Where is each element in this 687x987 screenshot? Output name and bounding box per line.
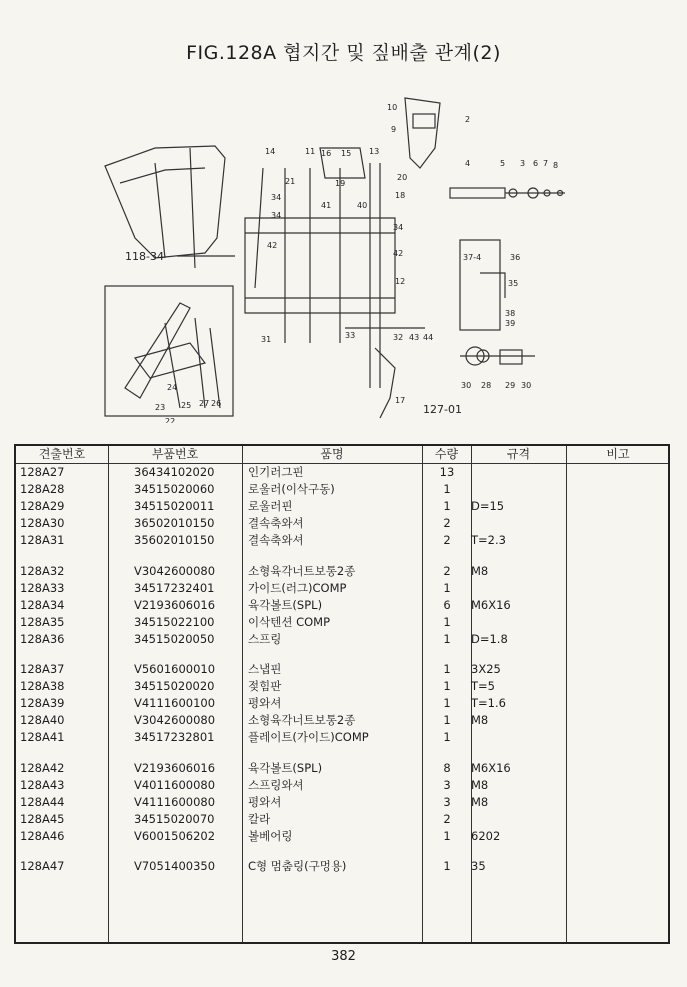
part-name-cell: 볼베어링 <box>248 829 293 843</box>
part-name-cell: 육각볼트(SPL) <box>248 598 323 612</box>
callout-28: 28 <box>481 381 492 390</box>
callout-35: 35 <box>508 279 519 288</box>
part-name-cell: 평와셔 <box>248 795 282 809</box>
callout-3: 3 <box>520 159 526 168</box>
callout-37-4: 37-4 <box>463 253 482 262</box>
part-name-cell: 스프링 <box>248 632 282 646</box>
callout-44: 44 <box>423 333 434 342</box>
header-part-no: 부품번호 <box>151 447 199 461</box>
quantity-cell: 2 <box>443 564 451 578</box>
callout-31: 31 <box>261 335 272 344</box>
index-no-cell: 128A43 <box>20 778 65 792</box>
index-no-cell: 128A40 <box>20 713 65 727</box>
part-no-cell: 35602010150 <box>134 533 215 547</box>
index-no-cell: 128A45 <box>20 812 65 826</box>
part-name-cell: 스냅핀 <box>248 662 282 676</box>
part-no-cell: 34515022100 <box>134 615 215 629</box>
part-no-cell: 34517232401 <box>134 581 215 595</box>
part-name-cell: 인기러그핀 <box>248 465 304 479</box>
table-row <box>16 464 668 481</box>
callout-12: 12 <box>395 277 406 286</box>
part-no-cell: 36434102020 <box>134 465 215 479</box>
quantity-cell: 1 <box>443 730 451 744</box>
exploded-parts-diagram <box>95 88 595 423</box>
quantity-cell: 1 <box>443 696 451 710</box>
spec-cell: M8 <box>471 564 489 578</box>
index-no-cell: 128A36 <box>20 632 65 646</box>
quantity-cell: 3 <box>443 795 451 809</box>
callout-27: 27 <box>199 399 210 408</box>
table-row <box>16 678 668 695</box>
callout-33: 33 <box>345 331 356 340</box>
spec-cell: D=15 <box>471 499 505 513</box>
index-no-cell: 128A41 <box>20 730 65 744</box>
callout-6: 6 <box>533 159 539 168</box>
header-remarks: 비고 <box>606 447 630 461</box>
part-no-cell: V6001506202 <box>134 829 216 843</box>
part-no-cell: 34515020020 <box>134 679 215 693</box>
callout-34a: 34 <box>271 193 282 202</box>
part-name-cell: 결속축와셔 <box>248 516 304 530</box>
part-name-cell: 이삭텐션 COMP <box>248 615 331 629</box>
index-no-cell: 128A27 <box>20 465 65 479</box>
spec-cell: T=1.6 <box>471 696 506 710</box>
spec-cell: M6X16 <box>471 761 511 775</box>
table-row <box>16 828 668 845</box>
spec-cell: 3X25 <box>471 662 501 676</box>
part-no-cell: V3042600080 <box>134 564 216 578</box>
callout-13: 13 <box>369 147 380 156</box>
quantity-cell: 1 <box>443 499 451 513</box>
table-row <box>16 614 668 631</box>
index-no-cell: 128A35 <box>20 615 65 629</box>
callout-24: 24 <box>167 383 178 392</box>
part-name-cell: 평와셔 <box>248 696 282 710</box>
part-no-cell: V5601600010 <box>134 662 216 676</box>
spec-cell: M6X16 <box>471 598 511 612</box>
callout-32: 32 <box>393 333 404 342</box>
quantity-cell: 1 <box>443 662 451 676</box>
part-no-cell: V7051400350 <box>134 859 216 873</box>
callout-42a: 42 <box>267 241 278 250</box>
header-spec: 규격 <box>506 447 531 461</box>
part-no-cell: 34515020011 <box>134 499 215 513</box>
quantity-cell: 1 <box>443 615 451 629</box>
part-no-cell: 34515020060 <box>134 482 215 496</box>
callout-42b: 42 <box>393 249 404 258</box>
callout-30b: 30 <box>521 381 532 390</box>
part-no-cell: 34515020070 <box>134 812 215 826</box>
callout-26: 26 <box>211 399 222 408</box>
quantity-cell: 1 <box>443 632 451 646</box>
part-name-cell: 소형육각너트보통2종 <box>248 564 356 578</box>
part-no-cell: 36502010150 <box>134 516 215 530</box>
quantity-cell: 1 <box>443 679 451 693</box>
spec-cell: T=5 <box>471 679 495 693</box>
callout-22: 22 <box>165 417 176 423</box>
part-name-cell: C형 멈춤링(구멍용) <box>248 859 347 873</box>
callout-43: 43 <box>409 333 420 342</box>
callout-34b: 34 <box>271 211 282 220</box>
table-row <box>16 498 668 515</box>
part-name-cell: 육각볼트(SPL) <box>248 761 323 775</box>
callout-41: 41 <box>321 201 332 210</box>
spec-cell: M8 <box>471 713 489 727</box>
part-no-cell: V3042600080 <box>134 713 216 727</box>
quantity-cell: 13 <box>439 465 455 479</box>
callout-36: 36 <box>510 253 521 262</box>
table-row <box>16 631 668 648</box>
quantity-cell: 2 <box>443 516 451 530</box>
callout-8: 8 <box>553 161 559 170</box>
part-no-cell: V4111600080 <box>134 795 216 809</box>
callout-5: 5 <box>500 159 506 168</box>
callout-10: 10 <box>387 103 398 112</box>
quantity-cell: 1 <box>443 859 451 873</box>
callout-23: 23 <box>155 403 166 412</box>
table-row <box>16 712 668 729</box>
index-no-cell: 128A30 <box>20 516 65 530</box>
part-name-cell: 로울러(이삭구동) <box>248 482 335 496</box>
page-number: 382 <box>331 949 356 964</box>
table-row <box>16 811 668 828</box>
quantity-cell: 1 <box>443 713 451 727</box>
callout-2: 2 <box>465 115 471 124</box>
part-name-cell: 젖힘판 <box>248 679 282 693</box>
callout-40: 40 <box>357 201 368 210</box>
part-name-cell: 스프링와셔 <box>248 778 304 792</box>
part-name-cell: 칼라 <box>248 812 271 826</box>
table-row <box>16 563 668 580</box>
callout-4: 4 <box>465 159 471 168</box>
table-row <box>16 661 668 678</box>
index-no-cell: 128A32 <box>20 564 65 578</box>
callout-39: 39 <box>505 319 516 328</box>
index-no-cell: 128A47 <box>20 859 65 873</box>
header-index-no: 견출번호 <box>38 447 86 461</box>
quantity-cell: 2 <box>443 533 451 547</box>
callout-19: 19 <box>335 179 346 188</box>
part-no-cell: V2193606016 <box>134 761 216 775</box>
callout-14: 14 <box>265 147 276 156</box>
part-name-cell: 결속축와셔 <box>248 533 304 547</box>
part-no-cell: V4111600100 <box>134 696 216 710</box>
callout-25: 25 <box>181 401 192 410</box>
part-name-cell: 소형육각너트보통2종 <box>248 713 356 727</box>
table-row <box>16 597 668 614</box>
callout-9: 9 <box>391 125 397 134</box>
index-no-cell: 128A28 <box>20 482 65 496</box>
part-name-cell: 가이드(러그)COMP <box>248 581 347 595</box>
callout-21: 21 <box>285 177 296 186</box>
part-name-cell: 로울러핀 <box>248 499 293 513</box>
index-no-cell: 128A34 <box>20 598 65 612</box>
table-row <box>16 794 668 811</box>
table-row <box>16 777 668 794</box>
quantity-cell: 8 <box>443 761 451 775</box>
callout-127-01: 127-01 <box>423 403 462 416</box>
part-no-cell: V2193606016 <box>134 598 216 612</box>
table-row <box>16 580 668 597</box>
callout-29: 29 <box>505 381 516 390</box>
quantity-cell: 1 <box>443 482 451 496</box>
index-no-cell: 128A38 <box>20 679 65 693</box>
callout-16: 16 <box>321 149 332 158</box>
part-no-cell: 34517232801 <box>134 730 215 744</box>
table-row <box>16 532 668 549</box>
index-no-cell: 128A39 <box>20 696 65 710</box>
index-no-cell: 128A44 <box>20 795 65 809</box>
part-no-cell: V4011600080 <box>134 778 216 792</box>
part-name-cell: 플레이트(가이드)COMP <box>248 730 369 744</box>
callout-11: 11 <box>305 147 316 156</box>
callout-17: 17 <box>395 396 406 405</box>
spec-cell: 35 <box>471 859 486 873</box>
spec-cell: M8 <box>471 795 489 809</box>
table-row <box>16 729 668 746</box>
index-no-cell: 128A33 <box>20 581 65 595</box>
callout-20: 20 <box>397 173 408 182</box>
quantity-cell: 3 <box>443 778 451 792</box>
index-no-cell: 128A31 <box>20 533 65 547</box>
spec-cell: 6202 <box>471 829 501 843</box>
callout-7: 7 <box>543 159 549 168</box>
part-no-cell: 34515020050 <box>134 632 215 646</box>
header-part-name: 품명 <box>320 447 344 461</box>
quantity-cell: 1 <box>443 829 451 843</box>
table-row <box>16 858 668 875</box>
table-row <box>16 515 668 532</box>
quantity-cell: 2 <box>443 812 451 826</box>
table-row <box>16 695 668 712</box>
spec-cell: D=1.8 <box>471 632 508 646</box>
callout-38: 38 <box>505 309 516 318</box>
index-no-cell: 128A42 <box>20 761 65 775</box>
quantity-cell: 6 <box>443 598 451 612</box>
spec-cell: M8 <box>471 778 489 792</box>
callout-15: 15 <box>341 149 352 158</box>
callout-30a: 30 <box>461 381 472 390</box>
index-no-cell: 128A46 <box>20 829 65 843</box>
header-quantity: 수량 <box>434 447 459 461</box>
spec-cell: T=2.3 <box>471 533 506 547</box>
callout-118-34: 118-34 <box>125 250 164 263</box>
figure-title: FIG.128A 협지간 및 짚배출 관계(2) <box>186 42 501 64</box>
index-no-cell: 128A37 <box>20 662 65 676</box>
callout-34c: 34 <box>393 223 404 232</box>
parts-table <box>14 444 670 944</box>
quantity-cell: 1 <box>443 581 451 595</box>
table-row <box>16 481 668 498</box>
table-row <box>16 760 668 777</box>
index-no-cell: 128A29 <box>20 499 65 513</box>
callout-18: 18 <box>395 191 406 200</box>
